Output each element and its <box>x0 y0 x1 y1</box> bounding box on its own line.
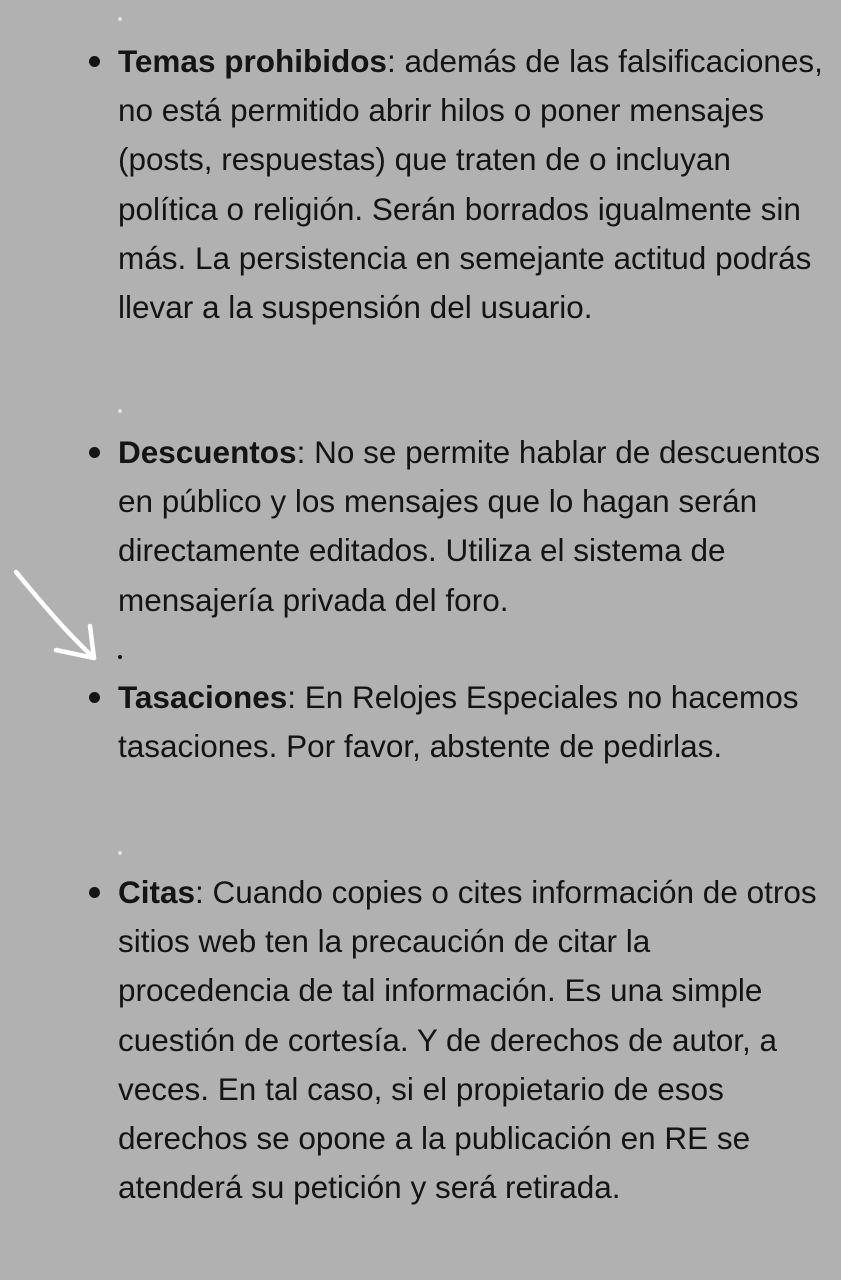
bullet-icon <box>89 56 100 67</box>
separator-dot <box>118 409 122 413</box>
separator-dot <box>118 655 122 659</box>
rule-title: Citas <box>118 874 196 910</box>
bullet-icon <box>89 692 100 703</box>
rule-item-citas <box>118 868 830 1212</box>
bullet-icon <box>89 887 100 898</box>
separator-dot <box>118 851 122 855</box>
rule-item-descuentos <box>118 428 830 625</box>
rule-title: Descuentos <box>118 434 297 470</box>
rule-item-tasaciones <box>118 673 830 771</box>
rule-text: : Cuando copies o cites información de otros sitios web ten la precaución de citar la procedencia de tal información. Es una simple cuestión de cortesía. Y de derechos de autor, a veces. En tal caso, si el propietario de esos derechos se opone a la publicación en RE se atenderá su petición y será retirada. <box>118 874 817 1206</box>
rule-text: : En Relojes Especiales no hacemos tasaciones. Por favor, abstente de pedirlas. <box>118 679 799 765</box>
rule-item-temas-prohibidos <box>118 37 830 332</box>
rule-title: Tasaciones <box>118 679 288 715</box>
bullet-icon <box>89 447 100 458</box>
hand-drawn-arrow-icon <box>10 568 105 668</box>
rule-text: : además de las falsificaciones, no está permitido abrir hilos o poner mensajes (posts, respuestas) que traten de o incluyan política o religión. Serán borrados igualmente sin más. La persistencia en semejante actitud podrás llevar a la suspensión del usuario. <box>118 43 823 326</box>
rule-title: Temas prohibidos <box>118 43 387 79</box>
rule-text: : No se permite hablar de descuentos en público y los mensajes que lo hagan serán directamente editados. Utiliza el sistema de mensajería privada del foro. <box>118 434 821 618</box>
separator-dot <box>118 17 122 21</box>
